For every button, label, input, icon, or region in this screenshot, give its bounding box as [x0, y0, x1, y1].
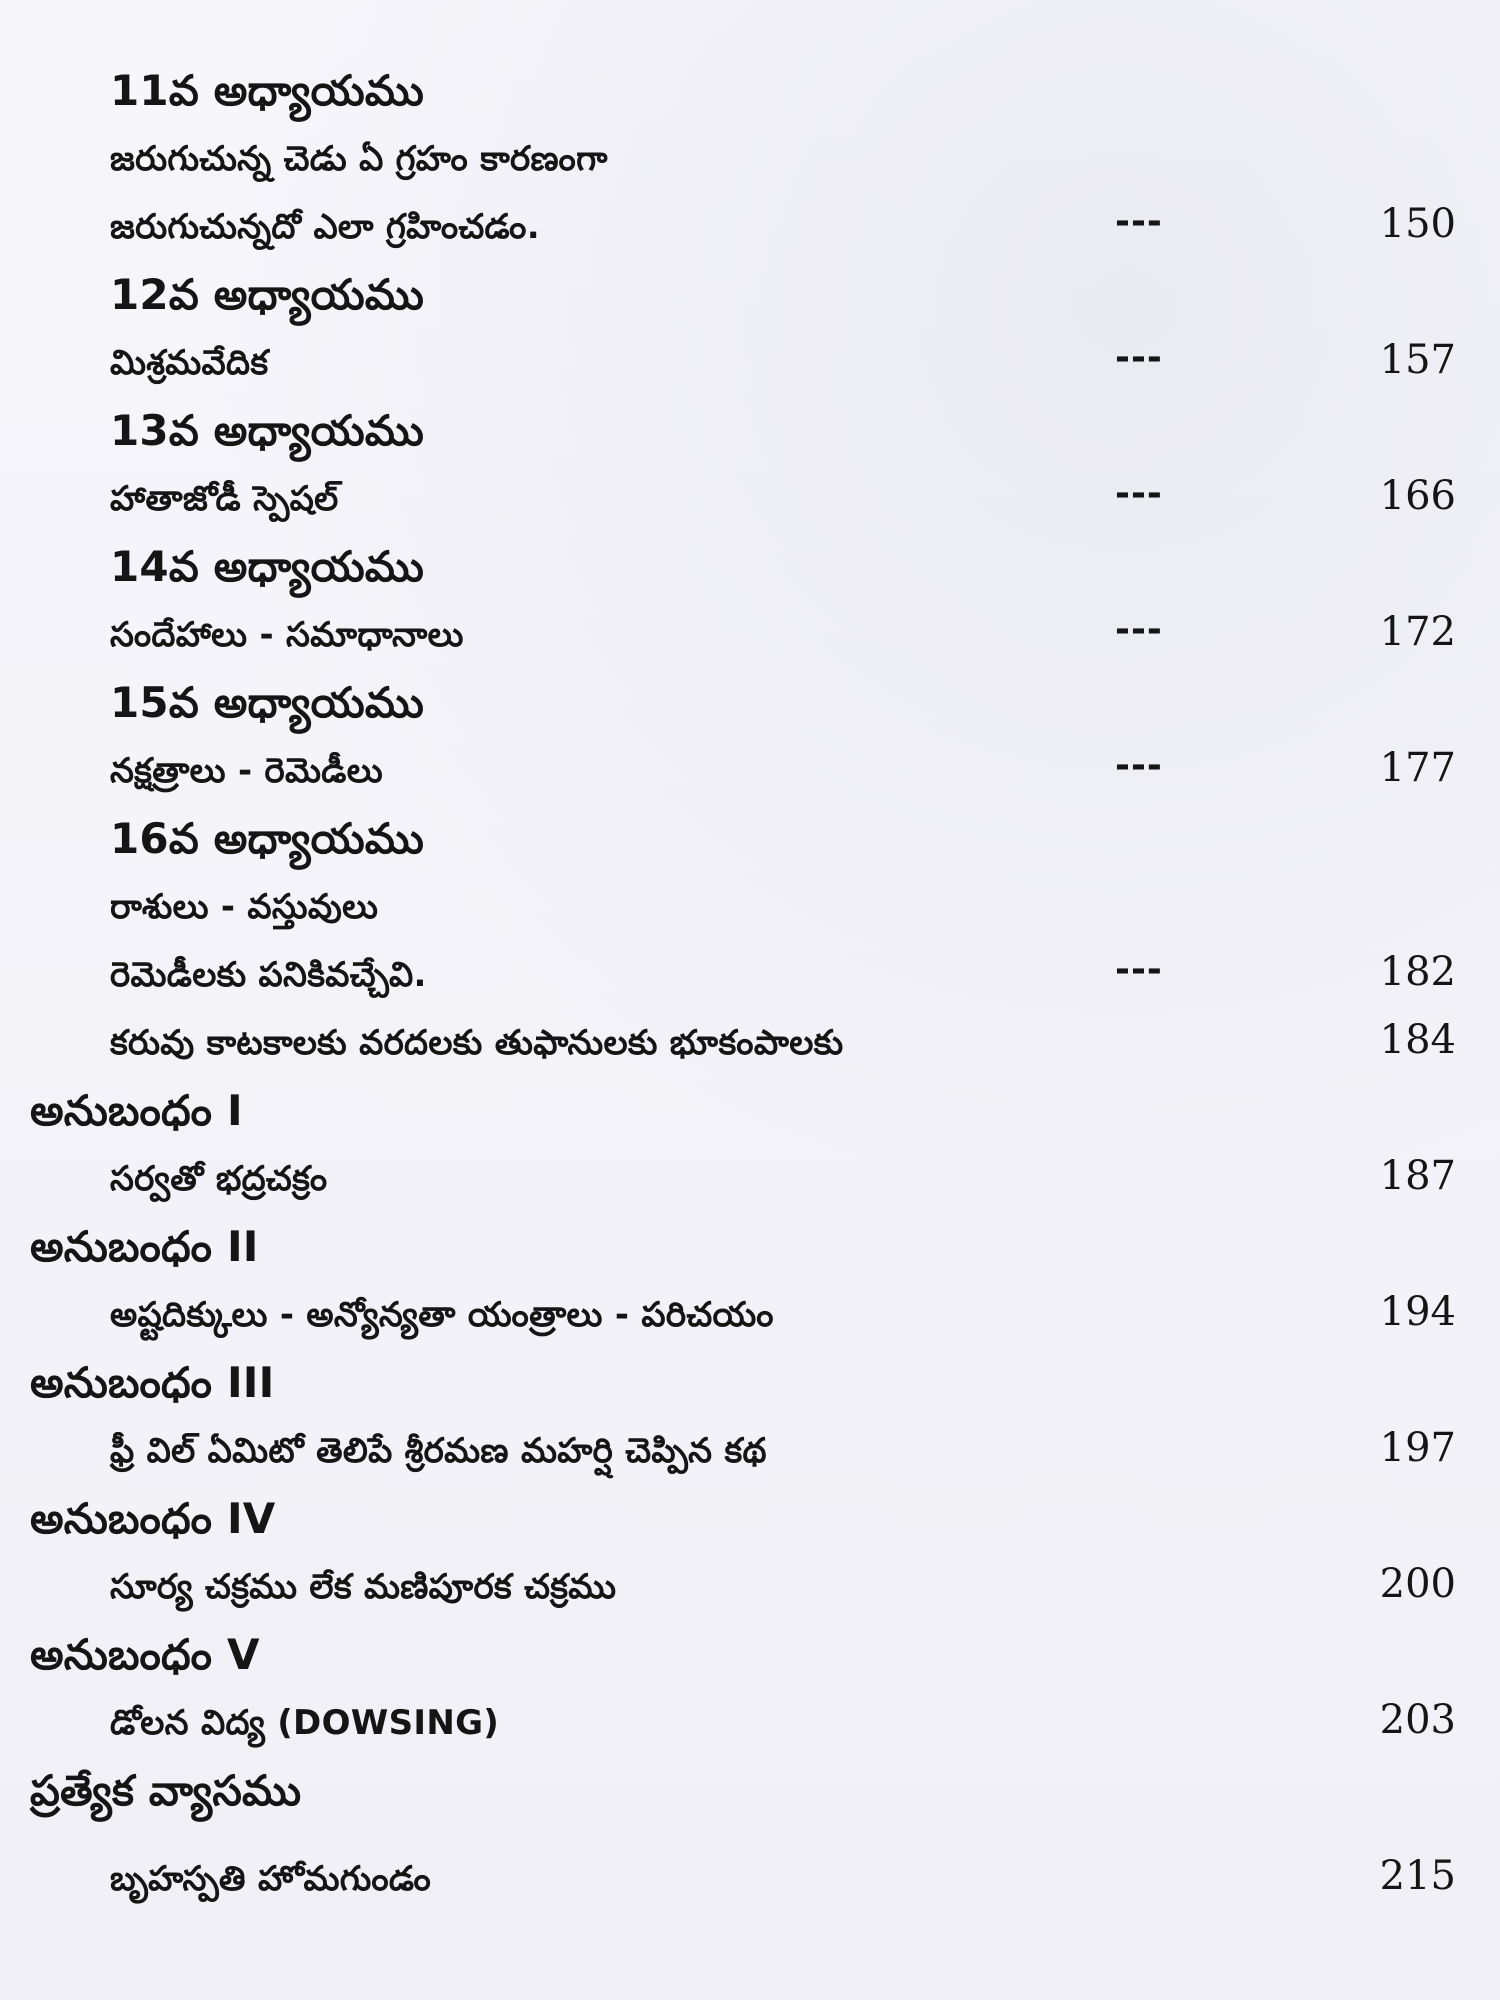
appendix-heading: అనుబంధం III [30, 1358, 275, 1407]
leader-dashes: --- [1115, 949, 1163, 990]
appendix-title: అష్టదిక్కులు - అన్యోన్యతా యంత్రాలు - పరిచయం [110, 1295, 774, 1335]
appendix-heading: అనుబంధం IV [30, 1494, 276, 1543]
leader-dashes: --- [1115, 609, 1163, 650]
page-number: 177 [1379, 745, 1456, 791]
toc-row [0, 266, 1500, 326]
chapter-heading: 16వ అధ్యాయము [110, 814, 425, 863]
special-article-title: బృహస్పతి హోమగుండం [110, 1859, 432, 1899]
chapter-heading: 15వ అధ్యాయము [110, 678, 425, 727]
appendix-heading: అనుబంధం I [30, 1086, 243, 1135]
chapter-heading: 14వ అధ్యాయము [110, 542, 425, 591]
toc-row [0, 1286, 1500, 1346]
toc-row [0, 1694, 1500, 1754]
toc-row [0, 1490, 1500, 1550]
page-number: 172 [1379, 609, 1456, 655]
chapter-heading: 13వ అధ్యాయము [110, 406, 425, 455]
special-article-heading: ప్రత్యేక వ్యాసము [30, 1766, 302, 1815]
chapter-title: సందేహాలు - సమాధానాలు [110, 615, 464, 655]
toc-row [0, 1422, 1500, 1482]
toc-row [0, 470, 1500, 530]
chapter-title: హాతాజోడీ స్పెషల్ [110, 479, 339, 519]
page-number: 187 [1379, 1153, 1456, 1199]
chapter-title: జరుగుచున్న చెడు ఏ గ్రహం కారణంగా [110, 139, 608, 179]
toc-row [0, 198, 1500, 258]
page-number: 215 [1379, 1853, 1456, 1899]
leader-dashes: --- [1115, 337, 1163, 378]
toc-row [0, 130, 1500, 190]
page-number: 157 [1379, 337, 1456, 383]
chapter-title: కరువు కాటకాలకు వరదలకు తుఫానులకు భూకంపాలకు [110, 1023, 844, 1063]
chapter-title: నక్షత్రాలు - రెమెడీలు [110, 751, 383, 791]
page-number: 200 [1379, 1561, 1456, 1607]
toc-row [0, 606, 1500, 666]
toc-row [0, 1082, 1500, 1142]
chapter-title: జరుగుచున్నదో ఎలా గ్రహించడం. [110, 207, 540, 247]
chapter-title: రెమెడీలకు పనికివచ్చేవి. [110, 955, 427, 995]
chapter-heading: 12వ అధ్యాయము [110, 270, 425, 319]
chapter-heading: 11వ అధ్యాయము [110, 66, 425, 115]
toc-row [0, 742, 1500, 802]
toc-row [0, 1850, 1500, 1910]
leader-dashes: --- [1115, 473, 1163, 514]
page-number: 184 [1379, 1017, 1456, 1063]
page-number: 166 [1379, 473, 1456, 519]
page-number: 203 [1379, 1697, 1456, 1743]
appendix-title: ఫ్రీ విల్ ఏమిటో తెలిపే శ్రీరమణ మహర్షి చెప్పిన కథ [110, 1431, 767, 1471]
appendix-title: సర్వతో భద్రచక్రం [110, 1159, 328, 1199]
appendix-heading: అనుబంధం II [30, 1222, 259, 1271]
leader-dashes: --- [1115, 201, 1163, 242]
toc-row [0, 1558, 1500, 1618]
toc-row [0, 810, 1500, 870]
toc-row [0, 946, 1500, 1006]
page-number: 150 [1379, 201, 1456, 247]
appendix-heading: అనుబంధం V [30, 1630, 260, 1679]
toc-row [0, 1218, 1500, 1278]
toc-row [0, 334, 1500, 394]
appendix-title: సూర్య చక్రము లేక మణిపూరక చక్రము [110, 1567, 617, 1607]
chapter-title: మిశ్రమవేదిక [110, 343, 269, 383]
leader-dashes: --- [1115, 745, 1163, 786]
page-number: 197 [1379, 1425, 1456, 1471]
page-number: 182 [1379, 949, 1456, 995]
toc-row [0, 1626, 1500, 1686]
chapter-title: రాశులు - వస్తువులు [110, 887, 379, 927]
toc-row [0, 878, 1500, 938]
toc-row [0, 1762, 1500, 1822]
toc-row [0, 1354, 1500, 1414]
toc-row [0, 674, 1500, 734]
page-number: 194 [1379, 1289, 1456, 1335]
toc-row [0, 402, 1500, 462]
toc-row [0, 1150, 1500, 1210]
toc-row [0, 1014, 1500, 1074]
toc-row [0, 538, 1500, 598]
toc-row [0, 62, 1500, 122]
appendix-title: డోలన విద్య (DOWSING) [110, 1703, 500, 1743]
